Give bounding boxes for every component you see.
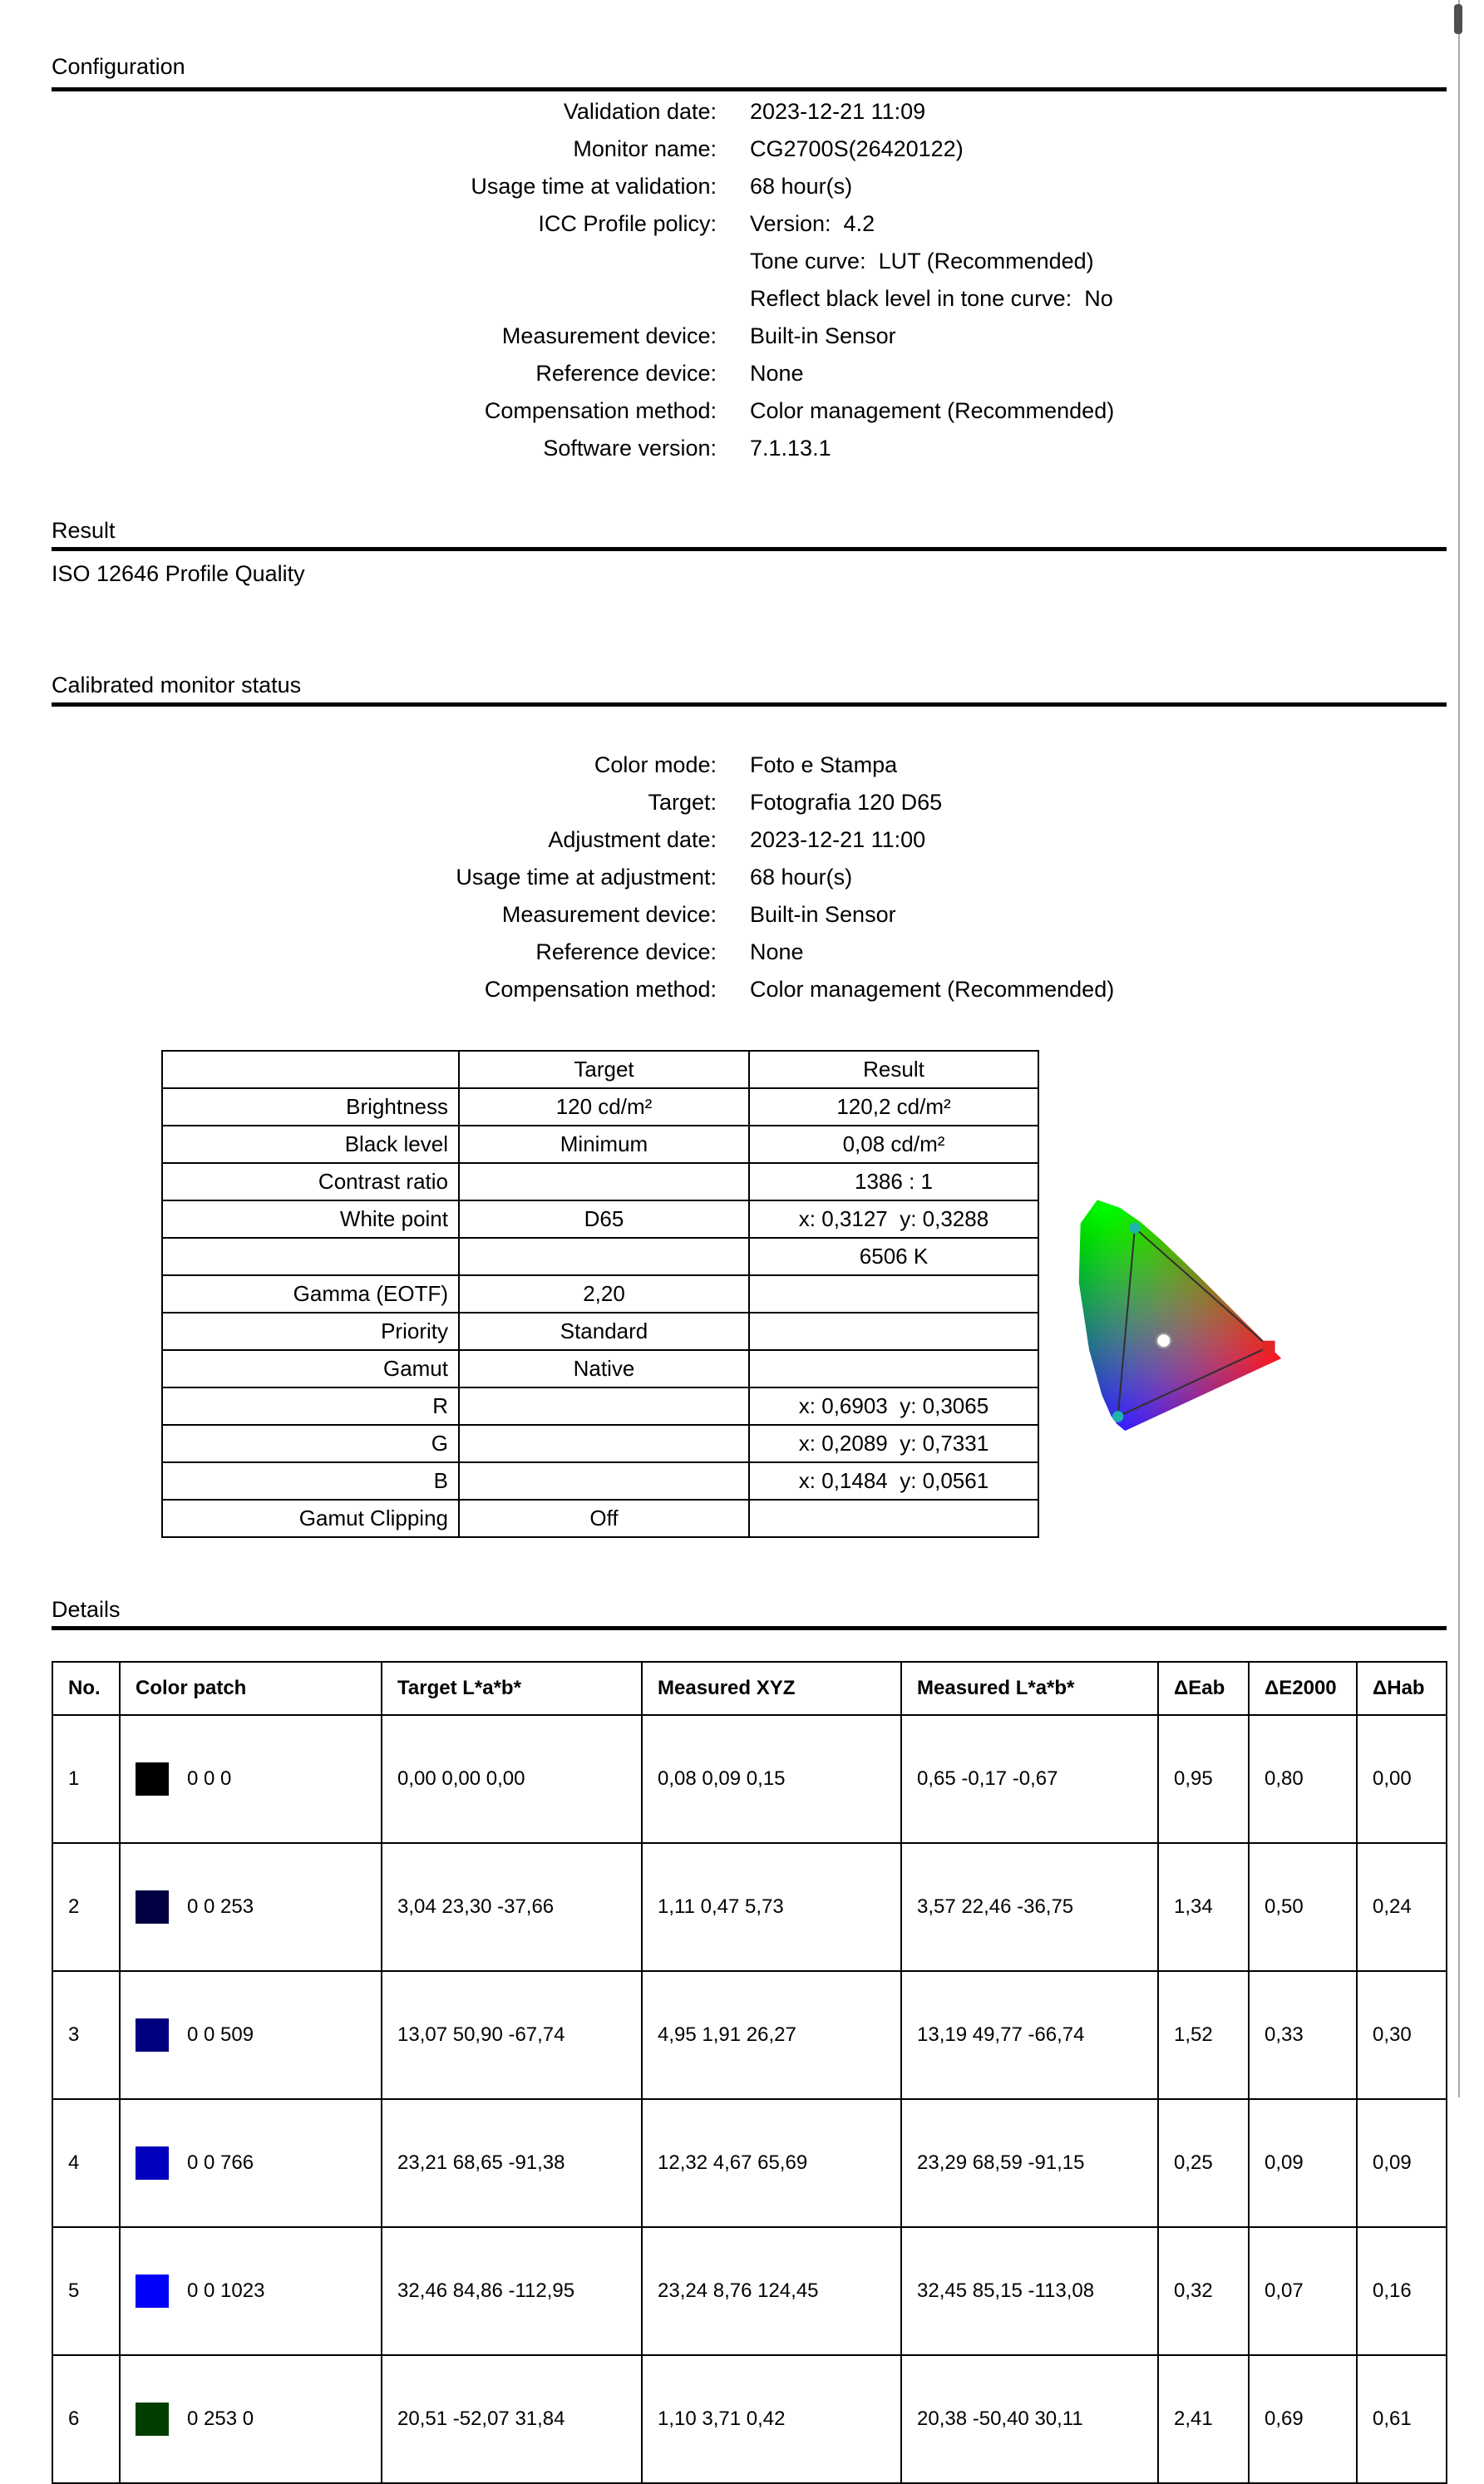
target-result-row	[162, 1200, 1038, 1238]
result-value: x: 0,3127 y: 0,3288	[749, 1200, 1038, 1238]
result-value	[749, 1275, 1038, 1313]
configuration-heading: Configuration	[52, 54, 185, 79]
deab-value: 0,32	[1158, 2227, 1249, 2355]
result-value	[749, 1313, 1038, 1350]
config-value: Color management (Recommended)	[750, 398, 1115, 423]
target-value: Standard	[459, 1313, 749, 1350]
col-header-measured-xyz: Measured XYZ	[642, 1662, 901, 1715]
patch-rgb-label: 0 0 509	[187, 2023, 254, 2046]
deab-value: 0,95	[1158, 1715, 1249, 1843]
color-swatch	[136, 1762, 169, 1796]
target-lab-value: 13,07 50,90 -67,74	[382, 1971, 642, 2099]
color-patch-table	[52, 1661, 1447, 2484]
col-header-deab: ΔEab	[1158, 1662, 1249, 1715]
gamut-marker-red	[1263, 1341, 1275, 1353]
parameter-label: White point	[162, 1200, 459, 1238]
status-label: Color mode:	[594, 752, 717, 777]
color-swatch	[136, 2403, 169, 2436]
measured-xyz-value: 1,10 3,71 0,42	[642, 2355, 901, 2483]
configuration-rule	[52, 87, 1447, 91]
parameter-label: Contrast ratio	[162, 1163, 459, 1200]
result-column-header: Result	[749, 1051, 1038, 1088]
patch-row	[52, 1715, 1447, 1843]
target-value: Off	[459, 1500, 749, 1537]
target-result-row	[162, 1425, 1038, 1462]
patch-no: 6	[52, 2355, 120, 2483]
patch-no: 2	[52, 1843, 120, 1971]
config-label	[52, 243, 717, 280]
status-row	[52, 934, 1447, 971]
config-row	[52, 280, 1447, 318]
target-result-row	[162, 1462, 1038, 1500]
deab-value: 0,25	[1158, 2099, 1249, 2227]
patch-cell	[120, 1971, 382, 2099]
config-label: Reference device:	[535, 361, 717, 386]
status-value: Fotografia 120 D65	[750, 790, 943, 815]
measured-lab-value: 20,38 -50,40 30,11	[901, 2355, 1158, 2483]
spectral-locus-fill	[1077, 1181, 1299, 1432]
col-header-target-lab: Target L*a*b*	[382, 1662, 642, 1715]
parameter-label: Gamut	[162, 1350, 459, 1387]
result-heading: Result	[52, 518, 116, 543]
patch-cell	[120, 2355, 382, 2483]
de2000-value: 0,09	[1249, 2099, 1357, 2227]
target-result-table	[161, 1050, 1039, 1538]
parameter-label: B	[162, 1462, 459, 1500]
measured-lab-value: 23,29 68,59 -91,15	[901, 2099, 1158, 2227]
status-value: Color management (Recommended)	[750, 977, 1115, 1002]
target-result-row	[162, 1350, 1038, 1387]
details-rule	[52, 1626, 1447, 1630]
calibrated-status-heading: Calibrated monitor status	[52, 673, 302, 697]
config-label: Monitor name:	[573, 136, 717, 161]
config-row	[52, 430, 1447, 467]
dhab-value: 0,16	[1357, 2227, 1447, 2355]
status-label: Adjustment date:	[548, 827, 717, 852]
col-header-dhab: ΔHab	[1357, 1662, 1447, 1715]
dhab-value: 0,24	[1357, 1843, 1447, 1971]
measured-lab-value: 3,57 22,46 -36,75	[901, 1843, 1158, 1971]
parameter-label: G	[162, 1425, 459, 1462]
dhab-value: 0,09	[1357, 2099, 1447, 2227]
parameter-label: R	[162, 1387, 459, 1425]
status-value: 2023-12-21 11:00	[750, 827, 926, 852]
details-section	[52, 1596, 1447, 2484]
deab-value: 1,52	[1158, 1971, 1249, 2099]
target-lab-value: 0,00 0,00 0,00	[382, 1715, 642, 1843]
target-result-row	[162, 1088, 1038, 1126]
patch-rgb-label: 0 0 0	[187, 1767, 232, 1790]
config-label: ICC Profile policy:	[538, 211, 717, 236]
status-row	[52, 971, 1447, 1008]
target-result-header-row	[162, 1051, 1038, 1088]
result-value: x: 0,1484 y: 0,0561	[749, 1462, 1038, 1500]
patch-cell	[120, 1715, 382, 1843]
dhab-value: 0,30	[1357, 1971, 1447, 2099]
result-value: ISO 12646 Profile Quality	[52, 561, 305, 586]
parameter-label: Gamma (EOTF)	[162, 1275, 459, 1313]
status-label: Target:	[648, 790, 717, 815]
patch-no: 4	[52, 2099, 120, 2227]
config-row	[52, 205, 1447, 243]
target-column-header: Target	[459, 1051, 749, 1088]
config-value: 2023-12-21 11:09	[750, 99, 926, 124]
target-value	[459, 1387, 749, 1425]
gamut-marker-blue	[1112, 1411, 1123, 1422]
measured-lab-value: 13,19 49,77 -66,74	[901, 1971, 1158, 2099]
result-value: 1386 : 1	[749, 1163, 1038, 1200]
deab-value: 1,34	[1158, 1843, 1249, 1971]
patch-no: 3	[52, 1971, 120, 2099]
status-value: None	[750, 939, 804, 964]
status-label: Usage time at adjustment:	[456, 865, 717, 890]
config-value: 7.1.13.1	[750, 436, 831, 461]
status-label: Reference device:	[535, 939, 717, 964]
result-value: x: 0,2089 y: 0,7331	[749, 1425, 1038, 1462]
target-value	[459, 1238, 749, 1275]
patch-row	[52, 2099, 1447, 2227]
target-value	[459, 1425, 749, 1462]
config-label: Software version:	[543, 436, 717, 461]
status-label: Compensation method:	[484, 977, 717, 1002]
status-value: Foto e Stampa	[750, 752, 898, 777]
parameter-label	[162, 1238, 459, 1275]
dhab-value: 0,61	[1357, 2355, 1447, 2483]
status-row	[52, 859, 1447, 896]
status-row	[52, 896, 1447, 934]
patch-no: 1	[52, 1715, 120, 1843]
result-section	[52, 517, 1447, 587]
target-lab-value: 20,51 -52,07 31,84	[382, 2355, 642, 2483]
calibrated-status-rule	[52, 702, 1447, 707]
result-value	[749, 1350, 1038, 1387]
scrollbar-thumb[interactable]	[1454, 4, 1462, 34]
white-point-marker	[1156, 1333, 1171, 1348]
target-result-row	[162, 1275, 1038, 1313]
target-lab-value: 32,46 84,86 -112,95	[382, 2227, 642, 2355]
target-lab-value: 3,04 23,30 -37,66	[382, 1843, 642, 1971]
config-label	[52, 280, 717, 318]
patch-cell	[120, 2099, 382, 2227]
result-rule	[52, 547, 1447, 551]
config-value: 68 hour(s)	[750, 174, 853, 199]
target-value	[459, 1462, 749, 1500]
patch-rgb-label: 0 0 766	[187, 2151, 254, 2174]
calibrated-status-list	[52, 747, 1447, 1008]
patch-cell	[120, 1843, 382, 1971]
result-value: 120,2 cd/m²	[749, 1088, 1038, 1126]
color-swatch	[136, 2275, 169, 2308]
measured-lab-value: 0,65 -0,17 -0,67	[901, 1715, 1158, 1843]
target-result-row	[162, 1126, 1038, 1163]
parameter-label: Gamut Clipping	[162, 1500, 459, 1537]
result-value	[749, 1500, 1038, 1537]
target-lab-value: 23,21 68,65 -91,38	[382, 2099, 642, 2227]
status-row	[52, 821, 1447, 859]
deab-value: 2,41	[1158, 2355, 1249, 2483]
configuration-list	[52, 93, 1447, 467]
target-result-corner-cell	[162, 1051, 459, 1088]
target-value: Native	[459, 1350, 749, 1387]
parameter-label: Priority	[162, 1313, 459, 1350]
cie-chromaticity-diagram	[1077, 1181, 1299, 1432]
de2000-value: 0,07	[1249, 2227, 1357, 2355]
measured-xyz-value: 4,95 1,91 26,27	[642, 1971, 901, 2099]
target-value: 2,20	[459, 1275, 749, 1313]
status-value: 68 hour(s)	[750, 865, 853, 890]
target-result-row	[162, 1238, 1038, 1275]
config-label: Measurement device:	[501, 323, 717, 348]
patch-row	[52, 1971, 1447, 2099]
col-header-no: No.	[52, 1662, 120, 1715]
status-value: Built-in Sensor	[750, 902, 896, 927]
target-result-row	[162, 1387, 1038, 1425]
result-value: 6506 K	[749, 1238, 1038, 1275]
target-value: Minimum	[459, 1126, 749, 1163]
patch-row	[52, 2227, 1447, 2355]
config-value: None	[750, 361, 804, 386]
config-value: Version: 4.2	[750, 211, 875, 236]
scrollbar-track[interactable]	[1458, 0, 1460, 2097]
config-row	[52, 355, 1447, 392]
gamut-marker-green	[1129, 1222, 1140, 1233]
col-header-de2000: ΔE2000	[1249, 1662, 1357, 1715]
config-row	[52, 93, 1447, 131]
col-header-measured-lab: Measured L*a*b*	[901, 1662, 1158, 1715]
de2000-value: 0,69	[1249, 2355, 1357, 2483]
result-value: 0,08 cd/m²	[749, 1126, 1038, 1163]
measured-xyz-value: 1,11 0,47 5,73	[642, 1843, 901, 1971]
color-swatch	[136, 1890, 169, 1924]
target-value: D65	[459, 1200, 749, 1238]
color-swatch	[136, 2146, 169, 2180]
config-row	[52, 131, 1447, 168]
result-value: x: 0,6903 y: 0,3065	[749, 1387, 1038, 1425]
parameter-label: Black level	[162, 1126, 459, 1163]
target-result-row	[162, 1163, 1038, 1200]
patch-row	[52, 1843, 1447, 1971]
patch-rgb-label: 0 253 0	[187, 2408, 254, 2430]
patch-row	[52, 2355, 1447, 2483]
config-label: Usage time at validation:	[471, 174, 717, 199]
details-header-row	[52, 1662, 1447, 1715]
status-row	[52, 784, 1447, 821]
de2000-value: 0,33	[1249, 1971, 1357, 2099]
config-value: Built-in Sensor	[750, 323, 896, 348]
target-value: 120 cd/m²	[459, 1088, 749, 1126]
col-header-color-patch: Color patch	[120, 1662, 382, 1715]
config-value: Tone curve: LUT (Recommended)	[750, 249, 1094, 274]
de2000-value: 0,80	[1249, 1715, 1357, 1843]
measured-xyz-value: 12,32 4,67 65,69	[642, 2099, 901, 2227]
config-row	[52, 168, 1447, 205]
patch-cell	[120, 2227, 382, 2355]
patch-no: 5	[52, 2227, 120, 2355]
status-label: Measurement device:	[501, 902, 717, 927]
config-label: Compensation method:	[484, 398, 717, 423]
measured-xyz-value: 0,08 0,09 0,15	[642, 1715, 901, 1843]
config-value: CG2700S(26420122)	[750, 136, 964, 161]
color-swatch	[136, 2018, 169, 2052]
dhab-value: 0,00	[1357, 1715, 1447, 1843]
parameter-label: Brightness	[162, 1088, 459, 1126]
config-row	[52, 392, 1447, 430]
de2000-value: 0,50	[1249, 1843, 1357, 1971]
status-row	[52, 747, 1447, 784]
measured-lab-value: 32,45 85,15 -113,08	[901, 2227, 1158, 2355]
target-result-row	[162, 1313, 1038, 1350]
patch-rgb-label: 0 0 253	[187, 1895, 254, 1918]
config-value: Reflect black level in tone curve: No	[750, 286, 1113, 311]
config-row	[52, 243, 1447, 280]
measured-xyz-value: 23,24 8,76 124,45	[642, 2227, 901, 2355]
config-label: Validation date:	[563, 99, 717, 124]
target-result-row	[162, 1500, 1038, 1537]
target-value	[459, 1163, 749, 1200]
details-heading: Details	[52, 1597, 121, 1622]
configuration-section	[52, 53, 1447, 467]
patch-rgb-label: 0 0 1023	[187, 2279, 265, 2302]
config-row	[52, 318, 1447, 355]
